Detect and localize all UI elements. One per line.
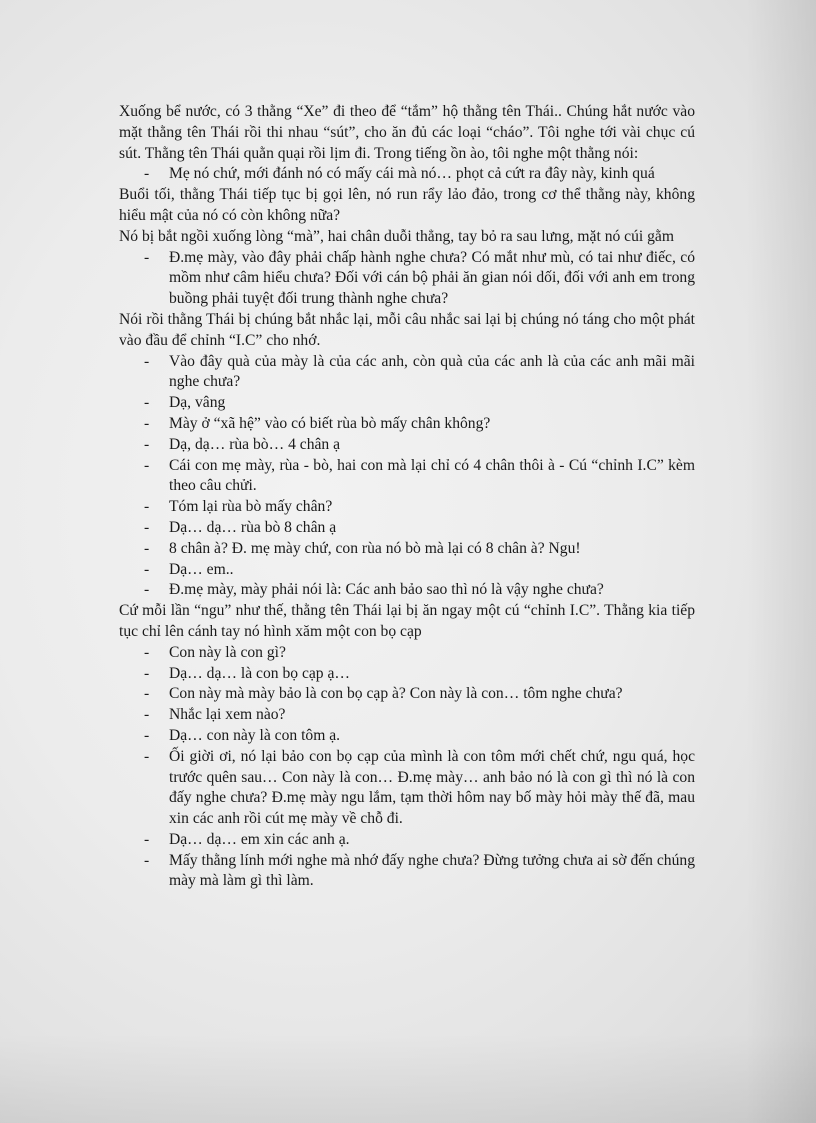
list-item — [119, 497, 695, 518]
list-item — [119, 726, 695, 747]
dash-bullet: - — [144, 581, 150, 599]
list-item — [119, 560, 695, 581]
list-item-text: Đ.mẹ mày, vào đây phải chấp hành nghe chưa? Có mắt như mù, có tai như điếc, có mồm như câm hiểu chưa? Đối với cán bộ phải ăn gian nói dối, đối với anh em trong buồng phải tuyệt đối trung thành nghe chưa? — [169, 248, 695, 308]
list-item — [119, 518, 695, 539]
dialogue-list-2 — [119, 248, 695, 310]
list-item-text: Dạ… dạ… là con bọ cạp ạ… — [169, 664, 350, 682]
list-item-text: Nhắc lại xem nào? — [169, 706, 286, 724]
dash-bullet: - — [144, 726, 150, 744]
list-item-text: Mẹ nó chứ, mới đánh nó có mấy cái mà nó… phọt cả cứt ra đây này, kinh quá — [169, 165, 655, 183]
dash-bullet: - — [144, 248, 150, 266]
list-item — [119, 851, 695, 893]
list-item-text: Mấy thằng lính mới nghe mà nhớ đấy nghe chưa? Đừng tưởng chưa ai sờ đến chúng mày mà làm gì thì làm. — [169, 851, 695, 890]
list-item — [119, 684, 695, 705]
list-item-text: Dạ… con này là con tôm ạ. — [169, 726, 341, 744]
dialogue-list-4 — [119, 643, 695, 893]
list-item — [119, 393, 695, 414]
dash-bullet: - — [144, 643, 150, 661]
list-item — [119, 539, 695, 560]
dialogue-list-1 — [119, 164, 695, 185]
dash-bullet: - — [144, 414, 150, 432]
list-item — [119, 664, 695, 685]
dash-bullet: - — [144, 706, 150, 724]
list-item-text: Dạ, dạ… rùa bò… 4 chân ạ — [169, 435, 341, 453]
list-item — [119, 248, 695, 310]
paragraph-repeat: Nói rồi thằng Thái bị chúng bắt nhắc lại, mỗi câu nhắc sai lại bị chúng nó táng cho một phát vào đầu để chỉnh “I.C” cho nhớ. — [119, 310, 695, 349]
list-item — [119, 435, 695, 456]
dash-bullet: - — [144, 394, 150, 412]
dash-bullet: - — [144, 664, 150, 682]
list-item-text: 8 chân à? Đ. mẹ mày chứ, con rùa nó bò mà lại có 8 chân à? Ngu! — [169, 539, 581, 557]
list-item-text: Dạ… em.. — [169, 560, 234, 578]
list-item — [119, 164, 695, 185]
list-item-text: Ối giời ơi, nó lại bảo con bọ cạp của mình là con tôm mới chết chứ, ngu quá, học trước quên sau… Con này là con… Đ.mẹ mày… anh bảo nó là con gì thì nó là con đấy nghe chưa? Đ.mẹ mày ngu lắm, tạm thời hôm nay bố mày hỏi mày thế đã, mau xin các anh rồi cút mẹ mày về chỗ đi. — [169, 747, 695, 828]
dialogue-list-3 — [119, 352, 695, 602]
list-item — [119, 643, 695, 664]
list-item-text: Đ.mẹ mày, mày phải nói là: Các anh bảo sao thì nó là vậy nghe chưa? — [169, 581, 604, 599]
list-item-text: Dạ, vâng — [169, 394, 226, 412]
dash-bullet: - — [144, 518, 150, 536]
dash-bullet: - — [144, 851, 150, 869]
paragraph-sitting: Nó bị bắt ngồi xuống lòng “mà”, hai chân duỗi thẳng, tay bỏ ra sau lưng, mặt nó cúi gằm — [119, 227, 674, 245]
list-item — [119, 705, 695, 726]
list-item-text: Con này mà mày bảo là con bọ cạp à? Con này là con… tôm nghe chưa? — [169, 685, 623, 703]
list-item — [119, 580, 695, 601]
document-body — [119, 102, 695, 892]
list-item — [119, 352, 695, 394]
dash-bullet: - — [144, 539, 150, 557]
dash-bullet: - — [144, 498, 150, 516]
list-item-text: Dạ… dạ… em xin các anh ạ. — [169, 830, 350, 848]
list-item — [119, 747, 695, 830]
list-item — [119, 830, 695, 851]
list-item-text: Vào đây quà của mày là của các anh, còn quà của các anh là của các anh mãi mãi nghe chưa? — [169, 352, 695, 391]
list-item-text: Mày ở “xã hệ” vào có biết rùa bò mấy chân không? — [169, 414, 491, 432]
list-item-text: Dạ… dạ… rùa bò 8 chân ạ — [169, 518, 337, 536]
dash-bullet: - — [144, 560, 150, 578]
dash-bullet: - — [144, 830, 150, 848]
dash-bullet: - — [144, 685, 150, 703]
dash-bullet: - — [144, 165, 150, 183]
paragraph-tattoo: Cứ mỗi lần “ngu” như thế, thằng tên Thái lại bị ăn ngay một cú “chỉnh I.C”. Thằng kia tiếp tục chỉ lên cánh tay nó hình xăm một con bọ cạp — [119, 602, 695, 640]
paragraph-evening: Buổi tối, thằng Thái tiếp tục bị gọi lên, nó run rẩy lảo đảo, trong cơ thể thằng này, không hiểu mật của nó có còn không nữa? — [119, 186, 695, 224]
dash-bullet: - — [144, 352, 150, 370]
list-item — [119, 414, 695, 435]
dash-bullet: - — [144, 747, 150, 765]
list-item — [119, 456, 695, 498]
dash-bullet: - — [144, 456, 150, 474]
paragraph-intro: Xuống bể nước, có 3 thằng “Xe” đi theo để “tắm” hộ thằng tên Thái.. Chúng hắt nước vào mặt thằng tên Thái rồi thi nhau “sút”, cho ăn đủ các loại “cháo”. Tôi nghe tới vài chục cú sút. Thằng tên Thái quằn quại rồi lịm đi. Trong tiếng ồn ào, tôi nghe một thằng nói: — [119, 103, 695, 162]
list-item-text: Cái con mẹ mày, rùa - bò, hai con mà lại chỉ có 4 chân thôi à - Cú “chỉnh I.C” kèm theo câu chửi. — [169, 456, 695, 495]
list-item-text: Tóm lại rùa bò mấy chân? — [169, 498, 333, 516]
dash-bullet: - — [144, 435, 150, 453]
list-item-text: Con này là con gì? — [169, 643, 286, 661]
